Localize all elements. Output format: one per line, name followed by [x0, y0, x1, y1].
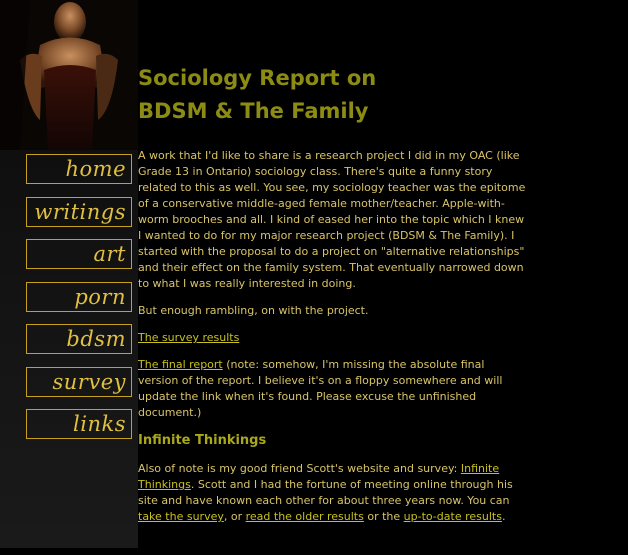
also-text-2: . Scott and I had the fortune of meeting online through his site and have known each other for about three years now. You can — [138, 478, 513, 507]
rambling-paragraph: But enough rambling, on with the project. — [138, 304, 369, 317]
header-photo — [0, 0, 138, 150]
main-navigation — [26, 154, 132, 452]
infinite-thinkings-link[interactable]: Infinite Thinkings — [138, 462, 500, 491]
final-report-link[interactable]: The final report — [138, 358, 223, 371]
main-content — [138, 62, 528, 536]
page-title — [138, 62, 528, 128]
nav-bdsm[interactable]: bdsm — [26, 324, 132, 354]
infinite-thinkings-paragraph — [138, 461, 528, 525]
also-text-4: or the — [363, 510, 404, 523]
final-report-paragraph — [138, 357, 528, 421]
sidebar — [0, 0, 138, 548]
final-report-note: (note: somehow, I'm missing the absolute final version of the report. I believe it's on a floppy somewhere and will update the link when it's found. Please excuse the unfinished document.) — [138, 358, 503, 419]
also-text-1: Also of note is my good friend Scott's website and survey: — [138, 462, 461, 475]
nav-home[interactable]: home — [26, 154, 132, 184]
intro-paragraph: A work that I'd like to share is a research project I did in my OAC (like Grade 13 in Ontario) sociology class. There's quite a funny story related to this as well. You see, my sociology teacher was the epitome of a conservative middle-aged female mother/teacher. Apple-with-worm brooches and all. I kind of eased her into the topic which I knew I wanted to do for my major research project (BDSM & The Family). I started with the proposal to do a project on "alternative relationships" and their effect on the family system. That eventually narrowed down to what I was really interested in doing. — [138, 149, 526, 290]
survey-results-paragraph — [138, 330, 528, 346]
nav-art[interactable]: art — [26, 239, 132, 269]
nav-survey[interactable]: survey — [26, 367, 132, 397]
nav-links[interactable]: links — [26, 409, 132, 439]
section-heading-infinite-thinkings: Infinite Thinkings — [138, 433, 267, 448]
also-text-5: . — [501, 510, 506, 523]
nav-writings[interactable]: writings — [26, 197, 132, 227]
page-title-line-1: Sociology Report on — [138, 66, 377, 90]
nav-porn[interactable]: porn — [26, 282, 132, 312]
also-text-3: , or — [223, 510, 246, 523]
older-results-link[interactable]: read the older results — [245, 510, 364, 523]
up-to-date-results-link[interactable]: up-to-date results — [403, 510, 502, 523]
take-survey-link[interactable]: take the survey — [138, 510, 224, 523]
page-title-line-2: BDSM & The Family — [138, 99, 369, 123]
survey-results-link[interactable]: The survey results — [138, 331, 240, 344]
woman-in-corset-photo — [0, 0, 138, 150]
